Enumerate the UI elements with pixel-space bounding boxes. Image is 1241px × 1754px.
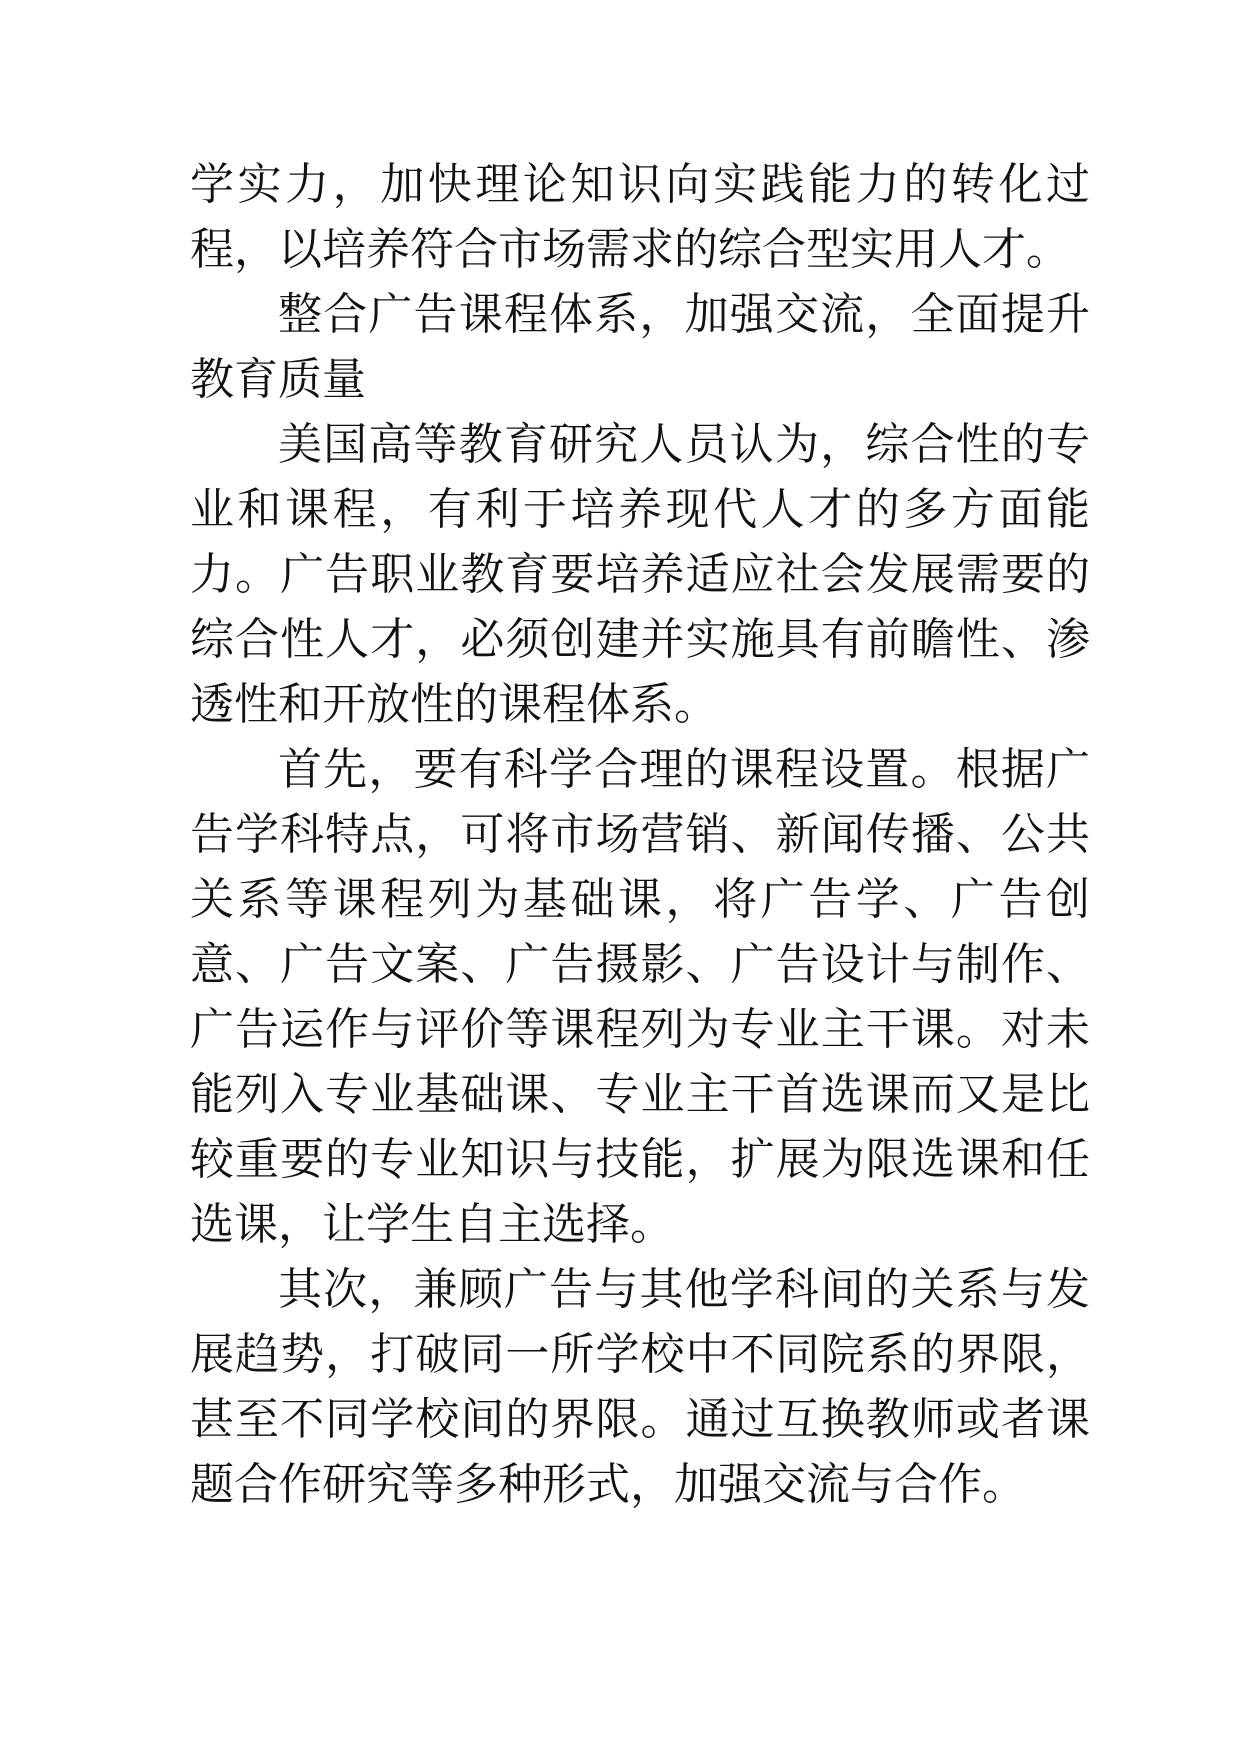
paragraph-continuation: 学实力，加快理论知识向实践能力的转化过程，以培养符合市场需求的综合型实用人才。 bbox=[190, 159, 1090, 275]
paragraph-integrated-curriculum: 美国高等教育研究人员认为，综合性的专业和课程，有利于培养现代人才的多方面能力。广告职业教育要培养适应社会发展需要的综合性人才，必须创建并实施具有前瞻性、渗透性和开放性的课程体系。 bbox=[190, 419, 1090, 730]
paragraph-cross-discipline: 其次，兼顾广告与其他学科间的关系与发展趋势，打破同一所学校中不同院系的界限，甚至不同学校间的界限。通过互换教师或者课题合作研究等多种形式，加强交流与合作。 bbox=[190, 1264, 1090, 1510]
section-heading: 整合广告课程体系，加强交流，全面提升教育质量 bbox=[190, 289, 1090, 405]
document-body bbox=[190, 152, 1090, 1517]
paragraph-course-setup: 首先，要有科学合理的课程设置。根据广告学科特点，可将市场营销、新闻传播、公共关系等课程列为基础课，将广告学、广告创意、广告文案、广告摄影、广告设计与制作、广告运作与评价等课程列为专业主干课。对未能列入专业基础课、专业主干首选课而又是比较重要的专业知识与技能，扩展为限选课和任选课，让学生自主选择。 bbox=[190, 744, 1090, 1250]
